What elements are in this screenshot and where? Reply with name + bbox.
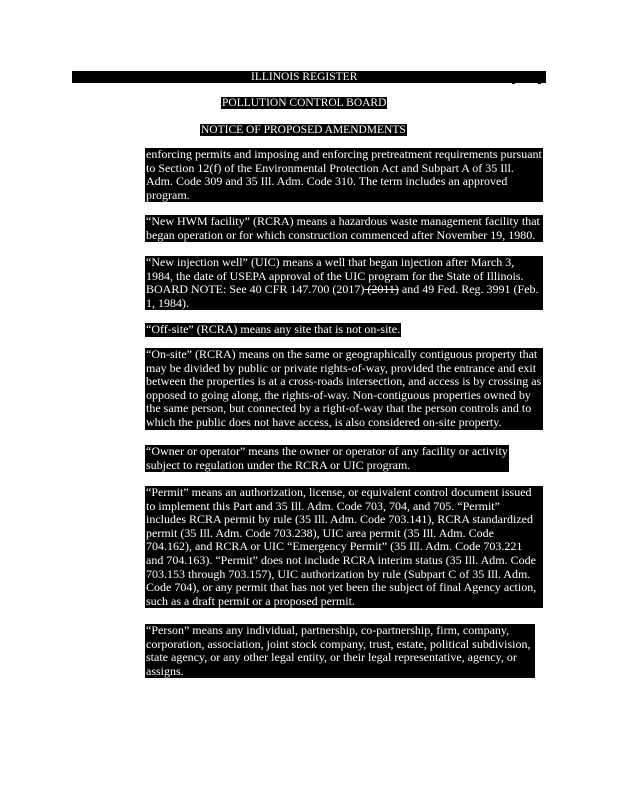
text-line: to implement this Part and 35 Ill. Adm. Code 703, 704, and 705. “Permit” — [146, 498, 500, 513]
text-line: the same person, but connected by a right-of-way that the person controls and to — [146, 401, 532, 416]
text-line: such as a draft permit or a proposed permit. — [146, 593, 355, 608]
text-line: may be divided by public or private rights-of-way, provided the entrance and exit — [146, 360, 537, 375]
text-line: 1984, the date of USEPA approval of the UIC program for the State of Illinois. — [146, 268, 524, 283]
text-line: includes RCRA permit by rule (35 Ill. Adm. Code 703.141), RCRA standardized — [146, 512, 533, 527]
text-line: subject to regulation under the RCRA or UIC program. — [146, 457, 411, 472]
text-line: “On-site” (RCRA) means on the same or geographically contiguous property that — [146, 347, 538, 361]
paragraph-owner-or-operator — [145, 445, 509, 472]
paragraph-new-hwm-facility — [145, 215, 543, 242]
text-line: “Permit” means an authorization, license, or equivalent control document issued — [146, 485, 532, 499]
notice-title: NOTICE OF PROPOSED AMENDMENTS — [201, 124, 406, 136]
scan-speck — [512, 82, 515, 84]
text-line: state agency, or any other legal entity, or their legal representative, agency, or — [146, 650, 517, 665]
paragraph-on-site — [145, 348, 543, 430]
paragraph-new-injection-well — [145, 256, 543, 310]
register-title: ILLINOIS REGISTER — [251, 71, 358, 83]
text-line: Adm. Code 309 and 35 Ill. Adm. Code 310. The term includes an approved — [146, 174, 508, 189]
text-line: “Person” means any individual, partnership, co-partnership, firm, company, — [146, 623, 510, 637]
text-line: “Owner or operator” means the owner or operator of any facility or activity — [146, 444, 508, 458]
text-line: opposed to going along, the rights-of-way. Non-contiguous properties owned by — [146, 387, 531, 402]
paragraph-permit — [145, 486, 543, 608]
text-line: and 704.163). “Permit” does not include RCRA interim status (35 Ill. Adm. Code — [146, 552, 536, 567]
text-line: to Section 12(f) of the Environmental Protection Act and Subpart A of 35 Ill. — [146, 160, 514, 175]
text-line: program. — [146, 187, 190, 202]
text-line: between the properties is at a cross-roads intersection, and access is by crossing as — [146, 374, 542, 389]
paragraph-person — [145, 624, 535, 678]
text-line: corporation, association, joint stock company, trust, estate, political subdivision, — [146, 636, 531, 651]
text-line: “Off-site” (RCRA) means any site that is not on-site. — [146, 322, 401, 336]
text-line: enforcing permits and imposing and enforcing pretreatment requirements pursuant — [146, 147, 542, 161]
text-line: “New injection well” (UIC) means a well that began injection after March 3, — [146, 255, 515, 269]
text-line: “New HWM facility” (RCRA) means a hazardous waste management facility that — [146, 214, 540, 228]
paragraph-program-definition — [145, 148, 543, 202]
text-line: 703.153 through 703.157), UIC authorization by rule (Subpart C of 35 Ill. Adm. — [146, 566, 531, 581]
text-line: began operation or for which construction commenced after November 19, 1980. — [146, 227, 536, 242]
text-line: 704.162), and RCRA or UIC “Emergency Permit” (35 Ill. Adm. Code 703.221 — [146, 539, 523, 554]
paragraph-off-site — [145, 323, 401, 337]
scan-speck — [538, 82, 541, 84]
board-note — [146, 283, 542, 297]
text-line: 1, 1984). — [146, 295, 189, 310]
text-line: Code 704), or any permit that has not yet been the subject of final Agency action, — [146, 580, 537, 595]
text-line: assigns. — [146, 663, 184, 678]
text-line: which the public does not have access, is also considered on-site property. — [146, 414, 502, 429]
text-line: permit (35 Ill. Adm. Code 703.238), UIC area permit (35 Ill. Adm. Code — [146, 525, 494, 540]
board-note-lead: BOARD NOTE: See 40 CFR 147.700 (2017) — [146, 282, 365, 297]
board-note-tail: and 49 Fed. Reg. 3991 (Feb. — [398, 282, 539, 297]
struck-citation-year: (2011) — [364, 282, 399, 297]
board-title: POLLUTION CONTROL BOARD — [222, 97, 387, 109]
